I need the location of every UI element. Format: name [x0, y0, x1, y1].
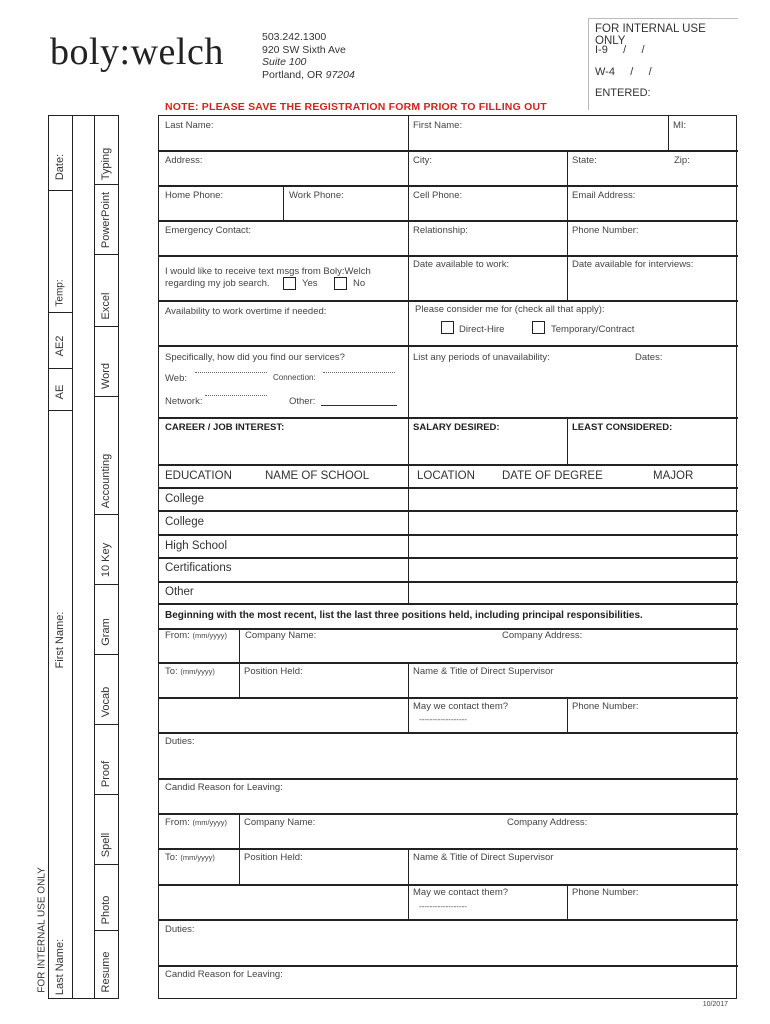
- strip-first-name-label: First Name:: [54, 611, 66, 669]
- strip-border-right: [118, 115, 119, 999]
- education-row-other[interactable]: Other: [165, 586, 194, 598]
- strip-sep: [94, 514, 118, 515]
- col-line: [408, 185, 409, 220]
- first-name-field[interactable]: First Name:: [413, 120, 463, 131]
- col-line: [239, 813, 240, 848]
- mmyyyy-hint: (mm/yyyy): [192, 818, 228, 827]
- col-line: [239, 662, 240, 697]
- education-row-high-school[interactable]: High School: [165, 540, 228, 552]
- position1-may-contact-field[interactable]: May we contact them?: [413, 701, 509, 712]
- network-label: Network:: [165, 396, 203, 407]
- internal-use-title: FOR INTERNAL USE ONLY: [595, 23, 706, 47]
- position1-reason-leaving-field[interactable]: Candid Reason for Leaving:: [165, 782, 283, 793]
- strip-proof-label: Proof: [100, 760, 112, 788]
- registration-form: [158, 115, 737, 999]
- network-input[interactable]: [205, 395, 267, 396]
- company-zip: 97204: [325, 68, 355, 81]
- position1-to-field[interactable]: [165, 666, 215, 677]
- strip-sep: [94, 724, 118, 725]
- position1-from-field[interactable]: [165, 630, 227, 641]
- strip-internal-label: FOR INTERNAL USE ONLY: [36, 867, 48, 993]
- col-line: [567, 255, 568, 300]
- strip-temp-label: Temp:: [54, 279, 66, 307]
- other-input[interactable]: [321, 405, 397, 406]
- strip-sep: [94, 930, 118, 931]
- major-header: MAJOR: [653, 470, 694, 482]
- overtime-field[interactable]: Availability to work overtime if needed:: [165, 306, 327, 317]
- position1-supervisor-field[interactable]: Name & Title of Direct Supervisor: [413, 666, 554, 677]
- company-phone: 503.242.1300: [262, 31, 327, 43]
- strip-date-label: Date:: [54, 153, 66, 181]
- strip-divider-1: [72, 115, 73, 999]
- unavailability-dates-label: Dates:: [635, 352, 663, 363]
- row-line: [159, 965, 738, 967]
- zip-field[interactable]: Zip:: [674, 155, 690, 166]
- strip-sep: [94, 254, 118, 255]
- education-row-college-1[interactable]: College: [165, 493, 204, 505]
- position2-may-contact-line: ------------------: [419, 902, 467, 911]
- company-logo: boly:welch: [50, 31, 224, 73]
- least-considered-field[interactable]: LEAST CONSIDERED:: [572, 422, 673, 433]
- internal-use-box: [588, 18, 738, 110]
- text-msgs-no-label: No: [353, 278, 366, 289]
- position2-reason-leaving-field[interactable]: Candid Reason for Leaving:: [165, 969, 283, 980]
- strip-top: [48, 115, 118, 116]
- i9-field[interactable]: I-9 / /: [595, 44, 645, 56]
- date-available-interviews-field[interactable]: Date available for interviews:: [572, 259, 694, 270]
- text-msgs-yes-checkbox[interactable]: [283, 277, 296, 290]
- mmyyyy-hint: (mm/yyyy): [180, 667, 215, 676]
- from-label: From:: [165, 817, 190, 828]
- to-label: To:: [165, 852, 178, 863]
- career-interest-field[interactable]: CAREER / JOB INTEREST:: [165, 422, 285, 433]
- strip-sep: [94, 794, 118, 795]
- row-line: [159, 848, 738, 850]
- direct-hire-label: Direct-Hire: [459, 324, 505, 335]
- relationship-field[interactable]: Relationship:: [413, 225, 468, 236]
- col-line: [408, 464, 409, 604]
- work-phone-field[interactable]: Work Phone:: [289, 190, 344, 201]
- row-line: [159, 778, 738, 780]
- web-input[interactable]: [195, 372, 267, 373]
- col-line: [567, 185, 568, 220]
- col-line: [239, 628, 240, 663]
- strip-border-left: [48, 115, 49, 999]
- row-line: [159, 150, 738, 152]
- strip-last-name-label: Last Name:: [54, 938, 66, 996]
- col-line: [567, 697, 568, 732]
- mmyyyy-hint: (mm/yyyy): [180, 853, 215, 862]
- row-line: [159, 662, 738, 664]
- strip-accounting-label: Accounting: [100, 453, 112, 509]
- row-line: [159, 581, 738, 583]
- strip-sep: [94, 326, 118, 327]
- strip-ae-label: AE: [54, 384, 66, 400]
- position1-phone-field[interactable]: Phone Number:: [572, 701, 639, 712]
- col-line: [408, 300, 409, 345]
- position1-may-contact-line: ------------------: [419, 715, 467, 724]
- name-of-school-header: NAME OF SCHOOL: [265, 470, 370, 482]
- w4-field[interactable]: W-4 / /: [595, 66, 652, 78]
- home-phone-field[interactable]: Home Phone:: [165, 190, 224, 201]
- strip-sep: [48, 312, 72, 313]
- col-line: [283, 185, 284, 220]
- row-line: [159, 732, 738, 734]
- last-name-field[interactable]: Last Name:: [165, 120, 214, 131]
- col-line: [408, 255, 409, 300]
- strip-sep: [94, 654, 118, 655]
- location-header: LOCATION: [417, 470, 475, 482]
- consider-label: Please consider me for (check all that apply):: [415, 304, 605, 315]
- col-line: [567, 220, 568, 255]
- company-address-line1: 920 SW Sixth Ave: [262, 43, 346, 56]
- state-field[interactable]: State:: [572, 155, 597, 166]
- strip-sep: [48, 190, 72, 191]
- position2-may-contact-field[interactable]: May we contact them?: [413, 887, 509, 898]
- row-line: [159, 603, 738, 605]
- form-version: 10/2017: [702, 1001, 728, 1008]
- row-line: [159, 185, 738, 187]
- company-address-line2: Suite 100: [262, 56, 307, 68]
- strip-word-label: Word: [100, 362, 112, 390]
- web-label: Web:: [165, 373, 188, 384]
- company-city: Portland, OR: [262, 68, 323, 81]
- connection-label: Connection:: [273, 373, 316, 382]
- row-line: [159, 464, 738, 466]
- strip-photo-label: Photo: [100, 895, 112, 925]
- connection-input[interactable]: [323, 372, 395, 373]
- strip-gram-label: Gram: [100, 618, 112, 646]
- row-line: [159, 417, 738, 419]
- col-line: [408, 417, 409, 464]
- col-line: [408, 848, 409, 919]
- row-line: [159, 557, 738, 559]
- position2-duties-field[interactable]: Duties:: [165, 924, 195, 935]
- cell-phone-field[interactable]: Cell Phone:: [413, 190, 463, 201]
- temporary-contract-label: Temporary/Contract: [551, 324, 635, 335]
- row-line: [159, 300, 738, 302]
- position2-phone-field[interactable]: Phone Number:: [572, 887, 639, 898]
- strip-resume-label: Resume: [100, 951, 112, 993]
- strip-typing-label: Typing: [100, 147, 112, 181]
- education-header: EDUCATION: [165, 470, 232, 482]
- mmyyyy-hint: (mm/yyyy): [192, 631, 228, 640]
- strip-spell-label: Spell: [100, 832, 112, 858]
- save-note: NOTE: PLEASE SAVE THE REGISTRATION FORM PRIOR TO FILLING OUT: [165, 101, 547, 113]
- row-line: [159, 510, 738, 512]
- direct-hire-checkbox[interactable]: [441, 321, 454, 334]
- education-row-college-2[interactable]: College: [165, 516, 204, 528]
- emergency-contact-field[interactable]: Emergency Contact:: [165, 225, 252, 236]
- position1-company-name-field[interactable]: Company Name:: [245, 630, 317, 641]
- position2-position-held-field[interactable]: Position Held:: [244, 852, 303, 863]
- position2-company-address-field[interactable]: Company Address:: [507, 817, 588, 828]
- unavailability-field[interactable]: List any periods of unavailability:: [413, 352, 550, 363]
- mi-field[interactable]: MI:: [673, 120, 687, 131]
- row-line: [159, 919, 738, 921]
- position2-to-field[interactable]: [165, 852, 215, 863]
- col-line: [668, 116, 669, 150]
- temporary-contract-checkbox[interactable]: [532, 321, 545, 334]
- col-line: [408, 220, 409, 255]
- company-contact: [262, 31, 355, 81]
- date-of-degree-header: DATE OF DEGREE: [502, 470, 603, 482]
- col-line: [567, 884, 568, 919]
- strip-powerpoint-label: PowerPoint: [100, 191, 112, 249]
- col-line: [408, 116, 409, 150]
- strip-sep: [94, 584, 118, 585]
- row-line: [159, 255, 738, 257]
- emergency-phone-field[interactable]: Phone Number:: [572, 225, 639, 236]
- text-msgs-no-checkbox[interactable]: [334, 277, 347, 290]
- strip-vocab-label: Vocab: [100, 686, 112, 718]
- text-msgs-label-2: regarding my job search.: [165, 278, 270, 289]
- col-line: [408, 150, 409, 185]
- position1-duties-field[interactable]: Duties:: [165, 736, 195, 747]
- row-line: [159, 697, 738, 699]
- strip-excel-label: Excel: [100, 292, 112, 320]
- education-row-certifications[interactable]: Certifications: [165, 562, 232, 574]
- address-field[interactable]: Address:: [165, 155, 203, 166]
- entered-field[interactable]: ENTERED:: [595, 87, 651, 99]
- col-line: [408, 345, 409, 417]
- strip-bottom: [48, 998, 118, 999]
- strip-sep: [48, 410, 72, 411]
- strip-divider-2: [94, 115, 95, 999]
- col-line: [567, 150, 568, 185]
- text-msgs-yes-label: Yes: [302, 278, 318, 289]
- position1-company-address-field[interactable]: Company Address:: [502, 630, 583, 641]
- strip-sep: [94, 864, 118, 865]
- from-label: From:: [165, 630, 190, 641]
- date-available-work-field[interactable]: Date available to work:: [413, 259, 510, 270]
- row-line: [159, 487, 738, 489]
- strip-sep: [94, 396, 118, 397]
- email-field[interactable]: Email Address:: [572, 190, 636, 201]
- col-line: [408, 662, 409, 732]
- row-line: [159, 884, 738, 886]
- row-line: [159, 220, 738, 222]
- strip-ae2-label: AE2: [54, 335, 66, 357]
- text-msgs-label-1: I would like to receive text msgs from Boly:Welch: [165, 266, 371, 277]
- col-line: [567, 417, 568, 464]
- position1-position-held-field[interactable]: Position Held:: [244, 666, 303, 677]
- city-field[interactable]: City:: [413, 155, 432, 166]
- salary-desired-field[interactable]: SALARY DESIRED:: [413, 422, 500, 433]
- row-line: [159, 813, 738, 815]
- position2-supervisor-field[interactable]: Name & Title of Direct Supervisor: [413, 852, 554, 863]
- position2-company-name-field[interactable]: Company Name:: [244, 817, 316, 828]
- strip-sep: [94, 184, 118, 185]
- row-line: [159, 345, 738, 347]
- row-line: [159, 534, 738, 536]
- strip-10key-label: 10 Key: [100, 542, 112, 578]
- how-found-label: Specifically, how did you find our services?: [165, 352, 345, 363]
- position2-from-field[interactable]: [165, 817, 227, 828]
- other-label: Other:: [289, 396, 316, 407]
- col-line: [239, 848, 240, 884]
- strip-sep: [48, 368, 72, 369]
- positions-intro: Beginning with the most recent, list the last three positions held, including principal responsibilities.: [165, 610, 643, 621]
- to-label: To:: [165, 666, 178, 677]
